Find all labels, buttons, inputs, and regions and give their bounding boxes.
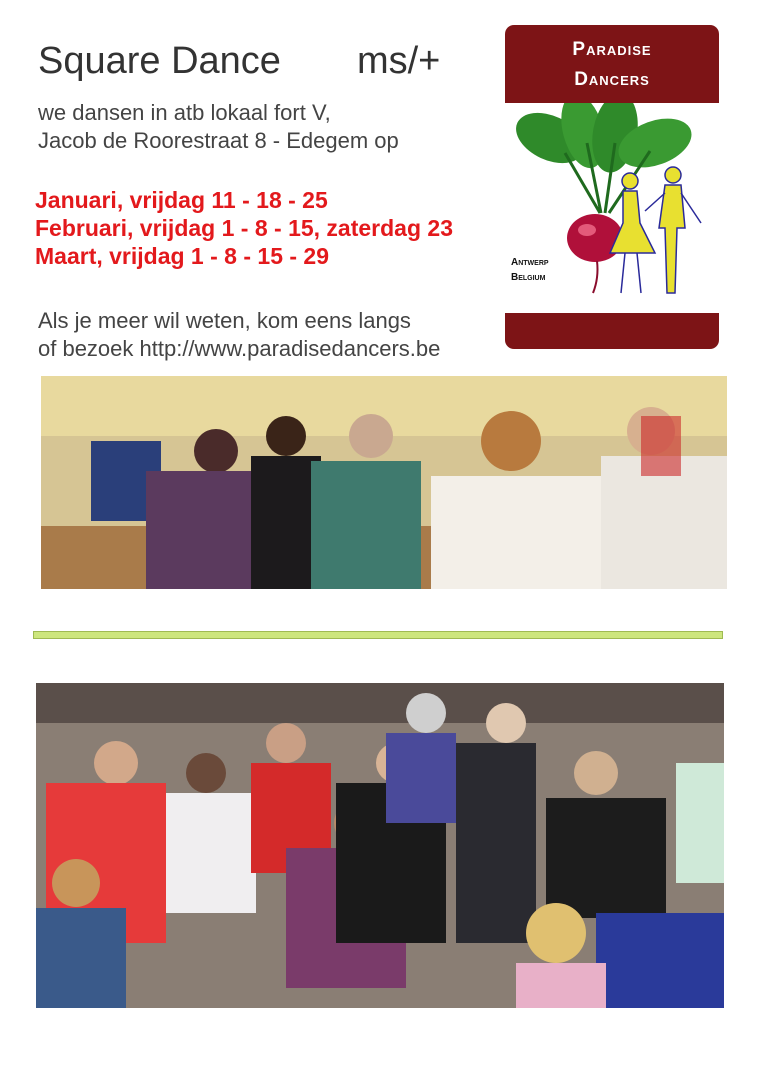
paradise-dancers-logo xyxy=(505,25,719,349)
dancers-icon xyxy=(610,167,701,293)
venue-text xyxy=(38,99,399,155)
logo-title-line-1: Paradise xyxy=(572,39,652,60)
dancers-photo-bottom xyxy=(36,683,724,1008)
level-text: ms/+ xyxy=(356,40,441,82)
logo-title-line-2: Dancers xyxy=(574,69,650,90)
logo-location-line-1: Antwerp xyxy=(511,257,549,268)
more-info-line-1: Als je meer wil weten, kom eens langs xyxy=(38,308,411,333)
logo-location-line-2: Belgium xyxy=(511,272,546,283)
dancers-photo-top xyxy=(41,376,727,589)
more-info-text xyxy=(38,307,440,363)
more-info-line-2: of bezoek http://www.paradisedancers.be xyxy=(38,336,441,361)
logo-panel xyxy=(505,103,719,313)
dance-crowd-photo-icon xyxy=(36,683,724,1008)
divider-bar xyxy=(33,631,723,639)
logo-title xyxy=(505,35,719,95)
dates-february: Februari, vrijdag 1 - 8 - 15, zaterdag 23 xyxy=(35,215,453,241)
dates-march: Maart, vrijdag 1 - 8 - 15 - 29 xyxy=(35,243,330,269)
dates-january: Januari, vrijdag 11 - 18 - 25 xyxy=(35,187,328,213)
dance-hall-photo-icon xyxy=(41,376,727,589)
page-title xyxy=(38,40,440,83)
title-text: Square Dance xyxy=(38,40,281,82)
logo-location xyxy=(511,255,549,285)
dates-list xyxy=(35,186,453,270)
venue-line-2: Jacob de Roorestraat 8 - Edegem op xyxy=(38,128,399,153)
venue-line-1: we dansen in atb lokaal fort V, xyxy=(38,100,331,125)
